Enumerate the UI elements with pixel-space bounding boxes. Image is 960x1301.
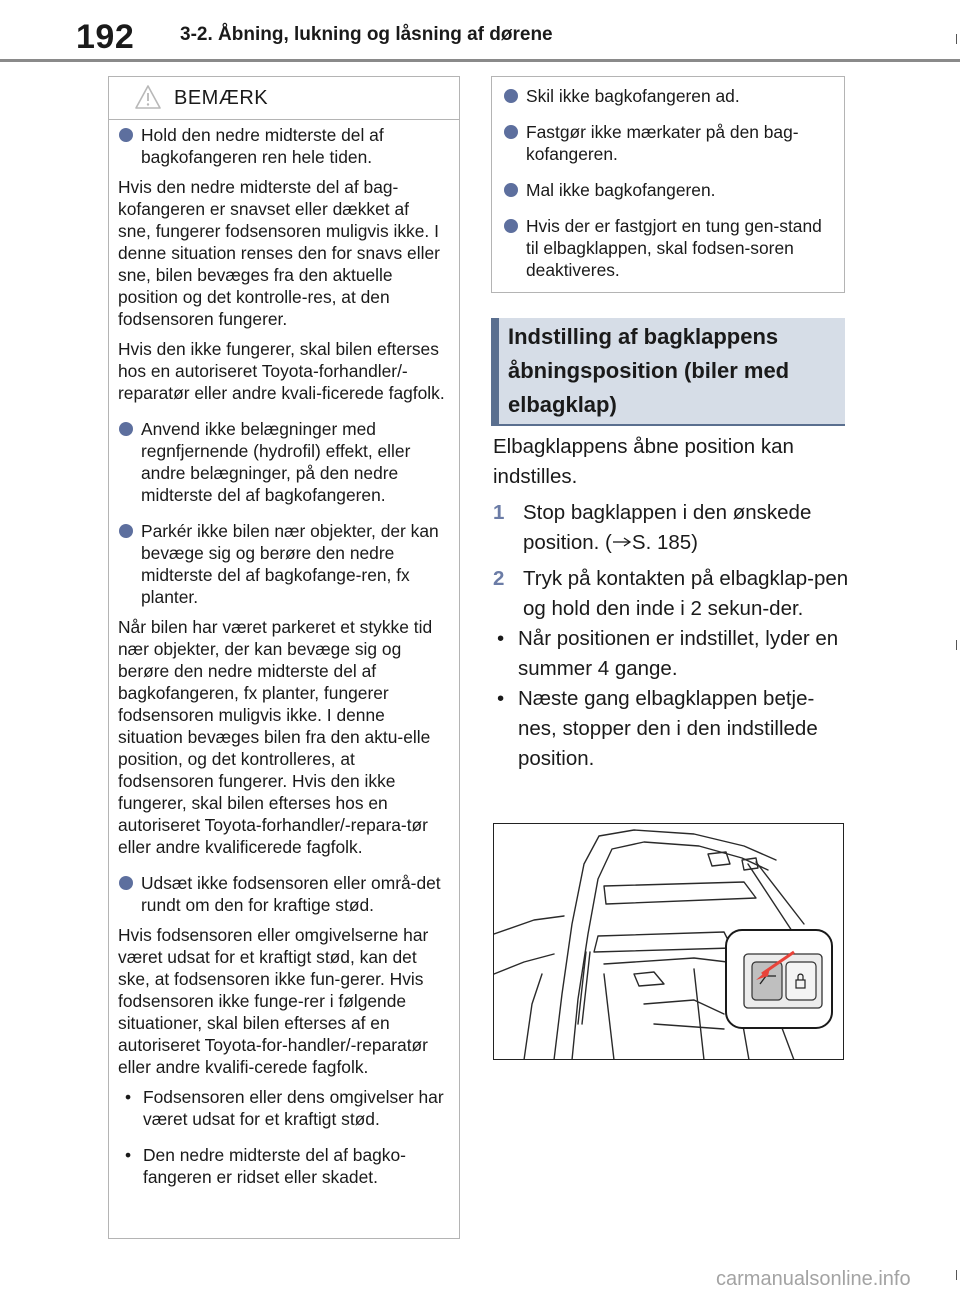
list-item bbox=[503, 121, 830, 165]
arrow-right-icon bbox=[612, 536, 632, 548]
notice-bullet-text: Hold den nedre midterste del af bagkofangeren ren hele tiden. bbox=[141, 125, 384, 167]
bullet-dot-icon bbox=[119, 128, 133, 142]
bullet-dot-icon bbox=[119, 524, 133, 538]
notice-box bbox=[108, 76, 460, 1239]
page-reference-link[interactable]: S. 185) bbox=[631, 531, 698, 554]
notice-paragraph: Hvis fodsensoren eller omgivelserne har været udsat for et kraftigt stød, kan det ske, at fodsensoren ikke fun-gerer. Hvis fodsensoren ikke funge-rer i følgende situationer, skal bilen efterses af en autoriseret Toyota-for-handler/-reparatør eller andre kvalifi-cerede fagfolk. bbox=[118, 925, 429, 1077]
notice-paragraph: Når bilen har været parkeret et stykke tid nær objekter, der kan bevæge sig og berøre den nedre midterste del af bagkofangeren, fx planter, fungerer fodsensoren muligvis ikke. I denne situation bevæges bilen fra den aktu-elle position, og det kontrolleres, at fodsensoren fungerer. Hvis den ikke fungerer, skal bilen efterses hos en autoriseret Toyota-forhandler/-repara-tør eller andre kvalificerede fagfolk. bbox=[118, 617, 433, 857]
step-text: Stop bagklappen i den ønskede position. ( bbox=[523, 501, 812, 554]
sub-item-text: Fodsensoren eller dens omgivelser har været udsat for et kraftigt stød. bbox=[143, 1087, 444, 1129]
notice-paragraph: Hvis den nedre midterste del af bag-kofangeren er snavset eller dækket af sne, fungerer fodsensoren muligvis ikke. I denne situation renses den for snavs eller sne, bilen bevæges fra den aktuelle position og det kontrolle-res, at den fodsensoren fungerer. bbox=[118, 177, 440, 329]
notice-continuation-box bbox=[491, 76, 845, 293]
bullet-text: Næste gang elbagklappen betje-nes, stopper den i den indstillede position. bbox=[518, 687, 818, 770]
main-content bbox=[493, 432, 853, 774]
sub-list-item: • Den nedre midterste del af bagko-fangeren er ridset eller skadet. bbox=[125, 1145, 406, 1187]
section-title: Indstilling af bagklappens åbningsposition (biler med elbagklap) bbox=[508, 324, 790, 417]
bullet-dot-icon bbox=[504, 89, 518, 103]
bullet-dot-icon bbox=[504, 183, 518, 197]
step-1 bbox=[493, 498, 853, 558]
notice-bullet-text: Udsæt ikke fodsensoren eller områ-det rundt om den for kraftige stød. bbox=[141, 873, 441, 915]
warning-triangle-icon bbox=[134, 84, 162, 110]
notice-bullet-text: Fastgør ikke mærkater på den bag-kofangeren. bbox=[526, 122, 799, 164]
bullet-dot-icon bbox=[504, 219, 518, 233]
notice-bullet-text: Skil ikke bagkofangeren ad. bbox=[526, 86, 740, 106]
bullet-dot-icon bbox=[119, 876, 133, 890]
notice-bullet-text: Anvend ikke belægninger med regnfjernende (hydrofil) effekt, eller andre belægninger, på den nedre midterste del af bagkofangeren. bbox=[141, 419, 411, 505]
intro-text: Elbagklappens åbne position kan indstilles. bbox=[493, 435, 794, 488]
list-item bbox=[118, 418, 445, 506]
crop-mark bbox=[956, 1270, 957, 1280]
step-number: 2 bbox=[493, 567, 505, 590]
section-heading bbox=[491, 318, 845, 426]
notice-bullet-text: Hvis der er fastgjort en tung gen-stand til elbagklappen, skal fodsen-soren deaktiveres. bbox=[526, 216, 822, 280]
notice-title: BEMÆRK bbox=[174, 87, 269, 109]
notice-bullet-text: Parkér ikke bilen nær objekter, der kan bevæge sig og berøre den nedre midterste del af bagkofange-ren, fx planter. bbox=[141, 521, 439, 607]
header-rule bbox=[0, 59, 960, 62]
step-2 bbox=[493, 564, 853, 624]
list-item bbox=[503, 179, 830, 201]
tailgate-switch-illustration bbox=[494, 824, 844, 1060]
bullet-text: Når positionen er indstillet, lyder en summer 4 gange. bbox=[518, 627, 839, 680]
notice-bullet-text: Mal ikke bagkofangeren. bbox=[526, 180, 716, 200]
step-text: Tryk på kontakten på elbagklap-pen og hold den inde i 2 sekun-der. bbox=[523, 567, 849, 620]
list-item bbox=[503, 85, 830, 107]
step-number: 1 bbox=[493, 501, 505, 524]
list-item bbox=[118, 124, 445, 168]
notice-header bbox=[109, 77, 459, 120]
page-header bbox=[0, 0, 960, 62]
section-accent-bar bbox=[491, 318, 499, 424]
list-item: • Næste gang elbagklappen betje-nes, stopper den i den indstillede position. bbox=[497, 687, 818, 770]
list-item: • Når positionen er indstillet, lyder en summer 4 gange. bbox=[497, 627, 839, 680]
bullet-dot-icon bbox=[119, 422, 133, 436]
bullet-dot-icon bbox=[504, 125, 518, 139]
crop-mark bbox=[956, 34, 957, 44]
notice-body bbox=[109, 120, 459, 1188]
watermark: carmanualsonline.info bbox=[716, 1268, 911, 1290]
crop-mark bbox=[956, 640, 957, 650]
sub-list-item: • Fodsensoren eller dens omgivelser har været udsat for et kraftigt stød. bbox=[125, 1087, 444, 1129]
list-item bbox=[503, 215, 830, 281]
tailgate-illustration bbox=[493, 823, 844, 1060]
notice-paragraph: Hvis den ikke fungerer, skal bilen efterses hos en autoriseret Toyota-forhandler/-reparatør eller andre kvali-ficerede fagfolk. bbox=[118, 339, 445, 403]
list-item bbox=[118, 872, 445, 916]
list-item bbox=[118, 520, 445, 608]
sub-item-text: Den nedre midterste del af bagko-fangeren er ridset eller skadet. bbox=[143, 1145, 406, 1187]
page-number: 192 bbox=[76, 18, 135, 56]
chapter-title: 3-2. Åbning, lukning og låsning af dørene bbox=[180, 24, 553, 45]
